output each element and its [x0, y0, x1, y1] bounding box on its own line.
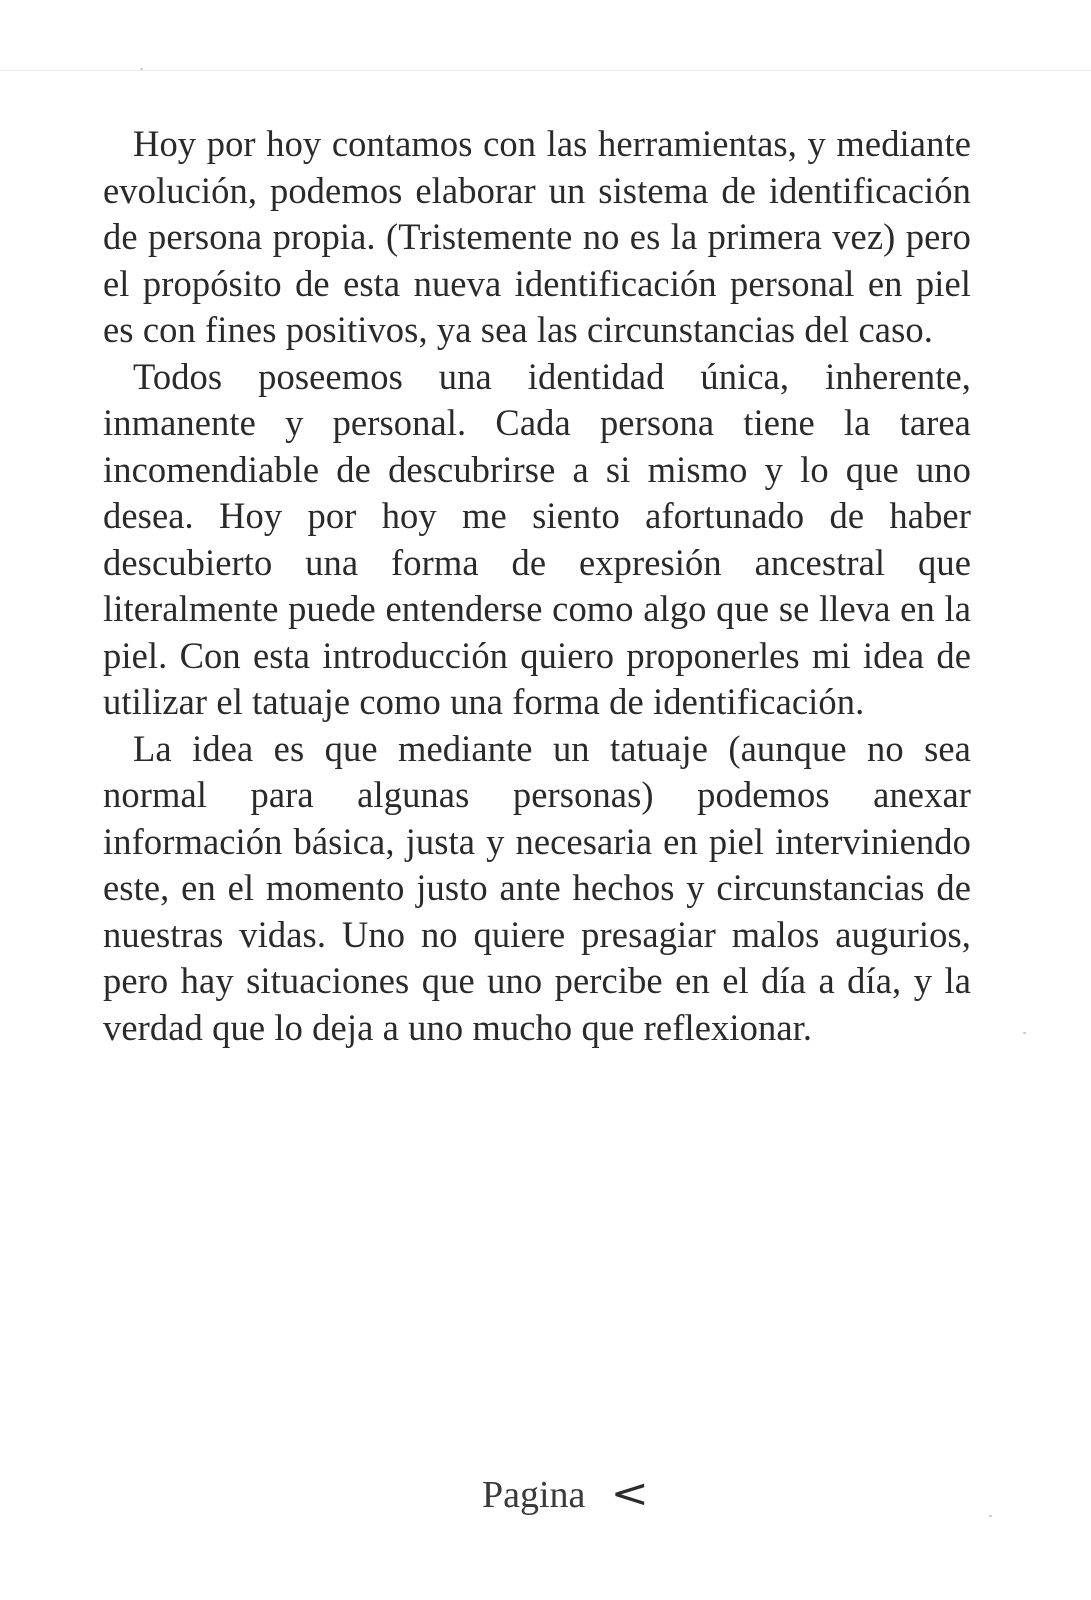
- top-rule: [0, 70, 1091, 71]
- scan-speck: [140, 68, 143, 70]
- page-number: <: [610, 1471, 649, 1517]
- page-footer: [482, 1468, 649, 1521]
- paragraph-1: Hoy por hoy contamos con las herramientas, y mediante evolución, podemos elaborar un sistema de identificación de persona propia. (Tristemente no es la primera vez) pero el propósito de esta nueva identificación personal en piel es con fines positivos, ya sea las circunstancias del caso.: [103, 123, 971, 350]
- paragraph-3: La idea es que mediante un tatuaje (aunque no sea normal para algunas personas) podemos anexar información básica, justa y necesaria en piel interviniendo este, en el momento justo ante hechos y circunstancias de nuestras vidas. Uno no quiere presagiar malos augurios, pero hay situaciones que uno percibe en el día a día, y la verdad que lo deja a uno mucho que reflexionar.: [103, 727, 971, 1048]
- scan-speck: [989, 1515, 992, 1517]
- paragraph-2: Todos poseemos una identidad única, inherente, inmanente y personal. Cada persona tiene la tarea incomendiable de descubrirse a si mismo y lo que uno desea. Hoy por hoy me siento afortunado de haber descubierto una forma de expresión ancestral que literalmente puede entenderse como algo que se lleva en la piel. Con esta introducción quiero proponerles mi idea de utilizar el tatuaje como una forma de identificación.: [103, 355, 971, 722]
- scan-speck: [1023, 1032, 1026, 1034]
- body-text: [103, 121, 971, 1051]
- page-label: Pagina: [482, 1474, 586, 1516]
